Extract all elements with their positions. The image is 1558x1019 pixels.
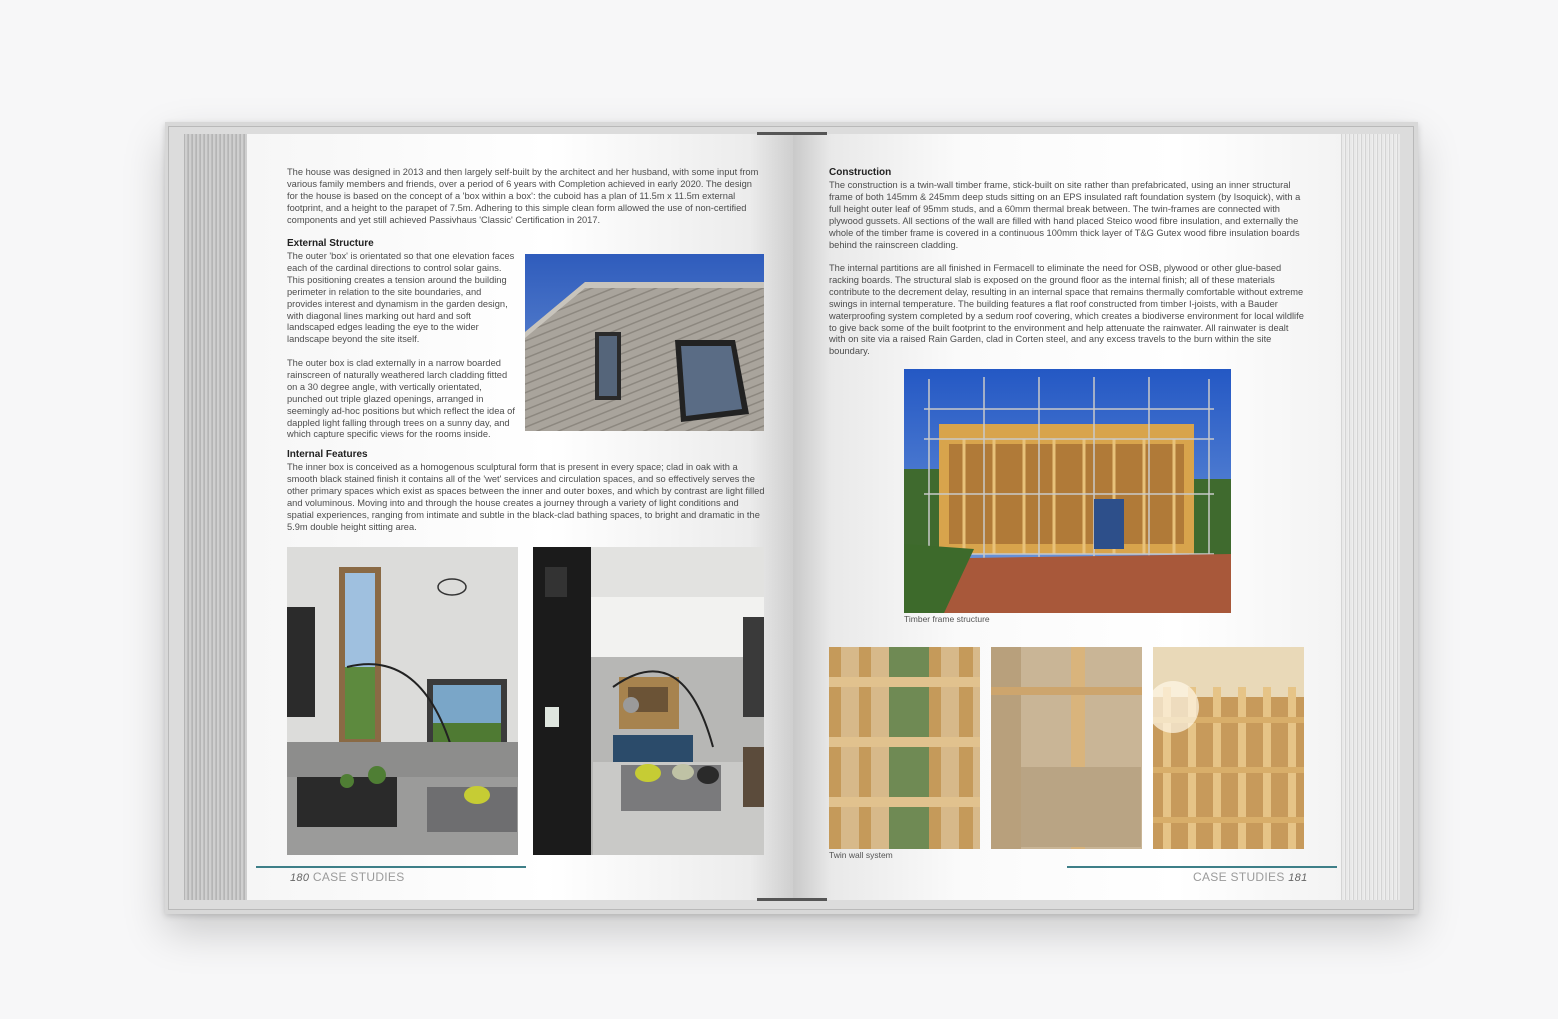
- footer-right: [1193, 870, 1308, 884]
- section-label-left: CASE STUDIES: [312, 870, 405, 884]
- double-height-photo: [533, 547, 764, 855]
- footer-rule-left: [256, 866, 526, 868]
- sitting-room-photo: [287, 547, 518, 855]
- page-number-right: 181: [1288, 872, 1308, 884]
- right-page: [793, 134, 1341, 900]
- page-edges-left: [184, 134, 248, 900]
- footer-rule-right: [1067, 866, 1337, 868]
- caption-timber-frame: Timber frame structure: [904, 614, 990, 624]
- page-edges-right: [1340, 134, 1400, 900]
- construction-paragraph-2: The internal partitions are all finished in Fermacell to eliminate the need for OSB, plywood or other glue-based racking boards. The structural slab is exposed on the ground floor as the internal finish; all of these materials contribute to the decrement delay, resulting in an internal space that remains thermally comfortable without extreme swings in internal temperature. The building features a flat roof constructed from timber I-joists, with a Bauder waterproofing system completed by a sedum roof covering, which creates a biodiverse environment for local wildlife to give back some of the built footprint to the environment and help attenuate the rainwater. All rainwater is dealt with on site via a raised Rain Garden, clad in Corten steel, and any excess travels to the burn within the site boundary.: [829, 263, 1304, 357]
- spine-top: [757, 132, 827, 135]
- construction-paragraph-1: The construction is a twin-wall timber frame, stick-built on site rather than prefabricated, using an inner structural frame of both 145mm & 245mm deep studs sitting on an EPS insulated raft foundation system (by Isoquick), with a full height outer leaf of 95mm studs, and a 60mm thermal break between. The twin-frames are connected with plywood gussets. All sections of the wall are filled with hand placed Steico wood fibre insulation, and externally the whole of the timber frame is covered in a continuous 100mm thick layer of T&G Gutex wood fibre insulation boards behind the rainscreen cladding.: [829, 180, 1301, 250]
- twin-wall-photo-3: [1153, 647, 1304, 849]
- twin-wall-photo-1: [829, 647, 980, 849]
- spine-bottom: [757, 898, 827, 901]
- section-label-right: CASE STUDIES: [1193, 870, 1285, 884]
- twin-wall-photo-2: [991, 647, 1142, 849]
- left-page: [247, 134, 793, 900]
- facade-photo: [525, 254, 764, 431]
- internal-paragraph: The inner box is conceived as a homogenous sculptural form that is present in every space; clad in oak with a smooth black stained finish it contains all of the 'wet' services and circulation spaces, and so effectively serves the other primary spaces which exist as spaces between the inner and outer boxes, and which by contrast are light filled and voluminous. Moving into and through the house creates a journey through a variety of light conditions and spatial experiences, ranging from intimate and subtle in the black-clad bathing spaces, to bright and dramatic in the 5.9m double height sitting area.: [287, 462, 765, 532]
- construction-heading: Construction: [829, 167, 892, 178]
- intro-paragraph: The house was designed in 2013 and then largely self-built by the architect and her husband, with some input from various family members and friends, over a period of 6 years with Completion achieved in early 2020. The design for the house is based on the concept of a 'box within a box': the cuboid has a plan of 11.5m x 11.5m external footprint, and a height to the parapet of 7.5m. Adhering to this simple clean form allowed the use of non-certified components and yet still achieved Passivhaus 'Classic' Certification in 2017.: [287, 167, 759, 225]
- external-structure-heading: External Structure: [287, 238, 374, 249]
- footer-left: [290, 870, 405, 884]
- page-number-left: 180: [290, 872, 310, 884]
- external-paragraph-2: The outer box is clad externally in a narrow boarded rainscreen of naturally weathered larch cladding fitted on a 30 degree angle, with vertically orientated, punched out triple glazed openings, arranged in seemingly ad-hoc positions but which reflect the idea of dappled light falling through trees on a sunny day, and which capture specific views for the rooms inside.: [287, 358, 515, 440]
- internal-features-heading: Internal Features: [287, 449, 368, 460]
- caption-twin-wall: Twin wall system: [829, 850, 893, 860]
- external-paragraph-1: The outer 'box' is orientated so that one elevation faces each of the cardinal directions to control solar gains. This positioning creates a tension around the building perimeter in relation to the site boundaries, and provides interest and dynamism in the garden design, with diagonal lines marking out hard and soft landscaped edges leading the eye to the wider landscape beyond the site itself.: [287, 251, 515, 345]
- timber-frame-photo: [904, 369, 1231, 613]
